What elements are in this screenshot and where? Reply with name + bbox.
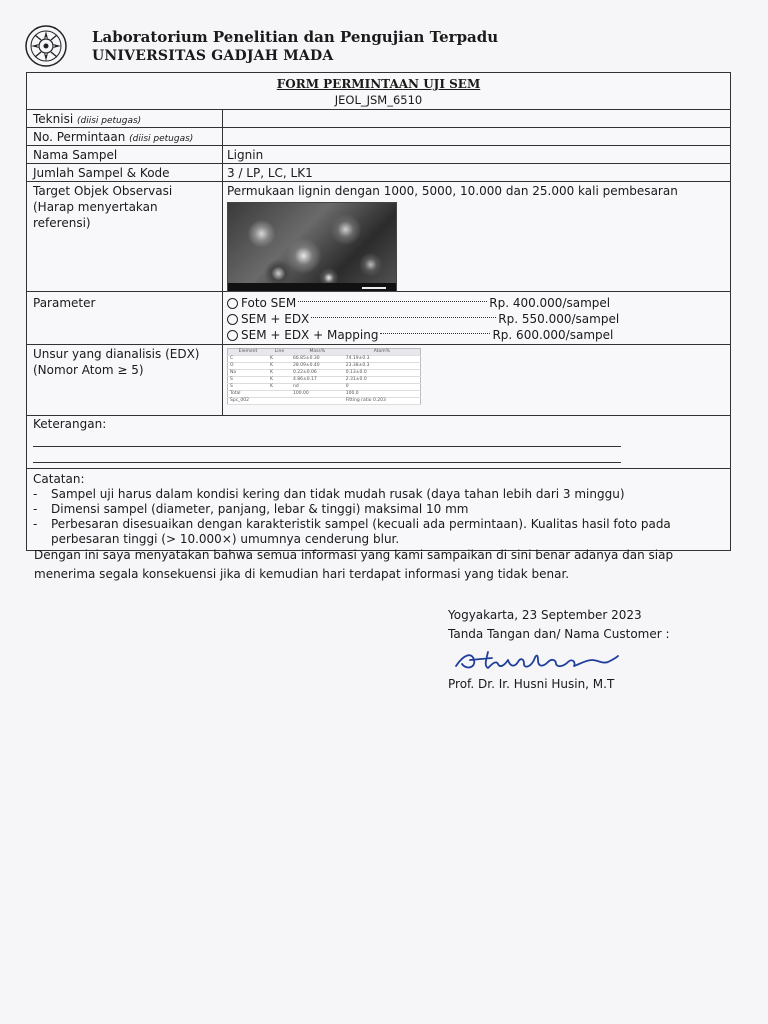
declaration-statement: Dengan ini saya menyatakan bahwa semua informasi yang kami sampaikan di sini benar adanya dan siap menerima segala konsekuensi jika di kemudian hari terdapat informasi yang tidak benar.: [34, 548, 674, 581]
table-cell: Na: [228, 370, 268, 377]
note-text: Perbesaran disesuaikan dengan karakteristik sampel (kecuali ada permintaan). Kualitas hasil foto pada perbesaran tinggi (> 10.000×) umumnya cenderung blur.: [51, 517, 671, 546]
radio-empty-icon[interactable]: [227, 330, 238, 341]
row-nama-sampel: [27, 146, 730, 164]
table-cell: S: [228, 377, 268, 384]
edx-header-row: [228, 349, 421, 356]
university-seal-icon: [24, 24, 68, 68]
keterangan-line-1[interactable]: [33, 446, 621, 447]
option-sem-edx[interactable]: [227, 311, 726, 327]
table-cell: O: [228, 363, 268, 370]
table-cell: C: [228, 356, 268, 363]
option-name: SEM + EDX + Mapping: [241, 328, 379, 342]
table-cell: K: [268, 370, 291, 377]
label-target: [27, 182, 223, 291]
note-text: Sampel uji harus dalam kondisi kering dan tidak mudah rusak (daya tahan lebih dari 3 minggu): [51, 487, 625, 501]
field-unsur: [223, 345, 730, 415]
list-item: [33, 502, 724, 517]
target-text[interactable]: Permukaan lignin dengan 1000, 5000, 10.000 dan 25.000 kali pembesaran: [227, 184, 678, 198]
sem-reference-image: [227, 202, 397, 292]
table-cell: Fitting ratio 0.203: [344, 398, 421, 405]
table-cell: 0.22±0.06: [291, 370, 344, 377]
table-cell: 0.13±0.0: [344, 370, 421, 377]
label-teknisi: [27, 110, 223, 127]
table-row: [228, 370, 421, 377]
hint-text: (diisi petugas): [76, 116, 142, 126]
field-no-permintaan[interactable]: [223, 128, 730, 145]
table-cell: [268, 391, 291, 398]
list-item: [33, 487, 724, 502]
label-text: Target Objek Observasi: [33, 184, 173, 198]
table-cell: 100.0: [344, 391, 421, 398]
table-cell: Total: [228, 391, 268, 398]
keterangan-line-2[interactable]: [33, 462, 621, 463]
row-teknisi: [27, 110, 730, 128]
label-jumlah-sampel: Jumlah Sampel & Kode: [27, 164, 223, 181]
table-cell: K: [268, 356, 291, 363]
table-cell: 74.19±0.3: [344, 356, 421, 363]
radio-empty-icon[interactable]: [227, 314, 238, 325]
table-cell: nd: [291, 384, 344, 391]
label-text: Teknisi: [33, 112, 74, 126]
table-row: [228, 363, 421, 370]
table-cell: 0: [344, 384, 421, 391]
edx-col-atom: Atom%: [344, 349, 421, 356]
option-foto-sem[interactable]: [227, 295, 726, 311]
table-row: [228, 384, 421, 391]
note-text: Dimensi sampel (diameter, panjang, lebar & tinggi) maksimal 10 mm: [51, 502, 469, 516]
university-name: UNIVERSITAS GADJAH MADA: [92, 48, 334, 64]
table-cell: K: [268, 384, 291, 391]
table-cell: 2.31±0.0: [344, 377, 421, 384]
row-catatan: [27, 469, 730, 550]
row-unsur: [27, 345, 730, 416]
edx-col-element: Element: [228, 349, 268, 356]
row-no-permintaan: [27, 128, 730, 146]
row-keterangan: [27, 416, 730, 469]
handwritten-signature: [452, 646, 622, 676]
edx-col-line: Line: [268, 349, 291, 356]
table-cell: 66.85±0.30: [291, 356, 344, 363]
list-item: [33, 517, 724, 547]
label-keterangan: Keterangan:: [33, 417, 107, 431]
leader-dots: [298, 301, 487, 302]
table-cell: [291, 398, 344, 405]
form-title-row: [27, 73, 730, 110]
field-teknisi[interactable]: [223, 110, 730, 127]
table-cell: K: [268, 363, 291, 370]
bullet-dash: -: [33, 487, 38, 501]
table-cell: [268, 398, 291, 405]
place-date: Yogyakarta, 23 September 2023: [448, 608, 642, 622]
customer-name: Prof. Dr. Ir. Husni Husin, M.T: [448, 677, 615, 691]
sem-scale-bar: [362, 287, 386, 289]
option-sem-edx-mapping[interactable]: [227, 327, 726, 343]
signature-block: [448, 606, 670, 644]
row-parameter: [27, 292, 730, 345]
table-row: [228, 356, 421, 363]
label-nama-sampel: Nama Sampel: [27, 146, 223, 163]
table-row: [228, 398, 421, 405]
label-subtext: (Nomor Atom ≥ 5): [33, 363, 144, 377]
form-title: FORM PERMINTAAN UJI SEM: [276, 77, 481, 91]
option-price: Rp. 600.000/sampel: [492, 328, 614, 342]
table-cell: Spc_002: [228, 398, 268, 405]
bullet-dash: -: [33, 502, 38, 516]
table-cell: 28.09±0.40: [291, 363, 344, 370]
option-name: SEM + EDX: [241, 312, 310, 326]
table-cell: S: [228, 384, 268, 391]
label-parameter: Parameter: [27, 292, 223, 344]
edx-col-mass: Mass%: [291, 349, 344, 356]
option-name: Foto SEM: [241, 296, 297, 310]
label-text: Unsur yang dianalisis (EDX): [33, 347, 200, 361]
hint-text: (diisi petugas): [129, 134, 194, 144]
table-cell: 23.38±0.3: [344, 363, 421, 370]
label-no-permintaan: [27, 128, 223, 145]
sem-request-form: [26, 72, 731, 551]
table-cell: K: [268, 377, 291, 384]
label-text: No. Permintaan: [33, 130, 126, 144]
table-cell: 100.00: [291, 391, 344, 398]
row-target: [27, 182, 730, 292]
field-target: [223, 182, 730, 291]
catatan-label: Catatan:: [33, 472, 85, 486]
table-cell: 4.86±0.17: [291, 377, 344, 384]
table-row: [228, 391, 421, 398]
row-jumlah-sampel: [27, 164, 730, 182]
signature-label: Tanda Tangan dan/ Nama Customer :: [448, 627, 670, 641]
parameter-options: [223, 292, 730, 344]
table-row: [228, 377, 421, 384]
label-unsur: [27, 345, 223, 415]
letterhead: [24, 22, 744, 72]
radio-empty-icon[interactable]: [227, 298, 238, 309]
form-subtitle: JEOL_JSM_6510: [334, 93, 423, 107]
option-price: Rp. 550.000/sampel: [498, 312, 620, 326]
field-nama-sampel[interactable]: Lignin: [227, 148, 264, 162]
field-jumlah-sampel[interactable]: 3 / LP, LC, LK1: [227, 166, 313, 180]
edx-result-table: [227, 348, 421, 405]
option-price: Rp. 400.000/sampel: [489, 296, 611, 310]
leader-dots: [311, 317, 496, 318]
leader-dots: [380, 333, 490, 334]
label-subtext: (Harap menyertakan referensi): [33, 200, 158, 230]
lab-name: Laboratorium Penelitian dan Pengujian Terpadu: [92, 28, 499, 46]
bullet-dash: -: [33, 517, 38, 531]
